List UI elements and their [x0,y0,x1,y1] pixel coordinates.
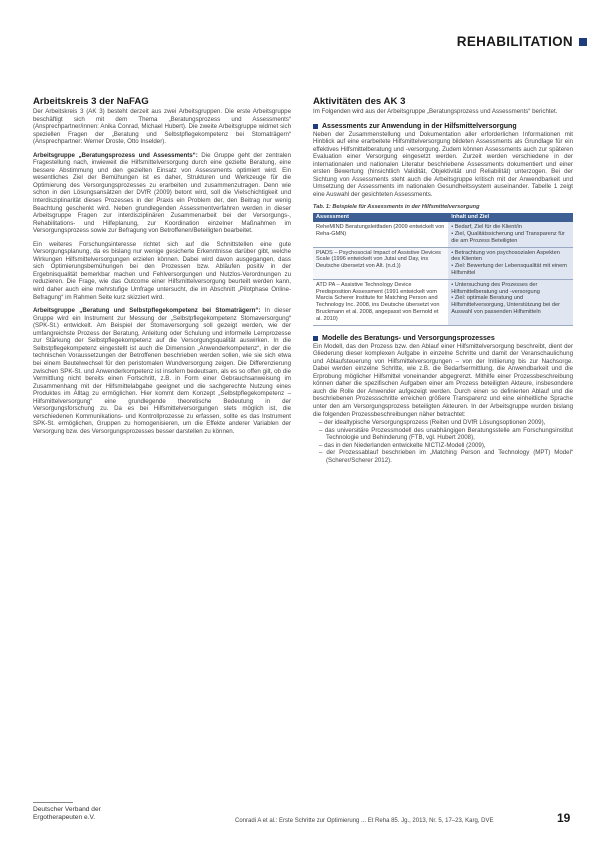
paragraph-3-lead: Arbeitsgruppe „Beratung und Selbstpflegekompetenz bei Stomaträgern“: [33,307,261,315]
left-heading: Arbeitskreis 3 der NaFAG [33,96,149,107]
right-heading: Aktivitäten des AK 3 [313,96,406,107]
left-paragraph-1 [33,152,291,235]
left-intro: Der Arbeitskreis 3 (AK 3) besteht derzeit aus zwei Arbeitsgruppen. Die erste Arbeitsgruppe beschäftigt sich mit dem Thema „Beratungsprozess und Assessments“ (Ansprechpartner/innen: Anika Conrad, Michael Hubert). Die zweite Arbeitsgruppe widmet sich speziellen Fragen der „Beratung und Selbstpflegekompetenz bei Stomaträgern“ (Ansprechpartner: Werner Droste, Otto Inselder). [33,108,291,146]
process-models-paragraph: Ein Modell, das den Prozess bzw. den Ablauf einer Hilfsmittelversorgung beschreibt, dient der Gliederung dieser komplexen Aufgabe in einzelne Schritte und damit der Veranschaulichung und Ablaufsteuerung von Hilfsmittelversorgungen – von der Initiierung bis zur Nachsorge. Dabei werden einzelne Schritte, wie z.B. die Bedarfsermittlung, die Anwendbarkeit und die Erprobung möglicher Hilfsmittel voneinander abgegrenzt. Mithilfe einer Prozessbeschreibung können daher die spezifischen Aufgaben einer am Prozess beteiligten Akteure, insbesondere auch die Rolle der Anwender aufgezeigt werden. Durch einen so definierten Ablauf und die beschriebenen Prozessschritte erreichen größere Transparenz und eine einheitliche Sprache unter den am Versorgungsprozess beteiligten Akteuren. In der Arbeitsgruppe wurden bislang die folgenden Prozessbeschreibungen näher betrachtet: [313,342,573,418]
list-item: – das in den Niederlanden entwickelte NICTIZ-Modell (2009), [319,442,573,450]
table-row [313,247,573,279]
page-header [457,34,587,49]
left-paragraph-3 [33,307,291,435]
footer-organization [33,806,101,822]
subheading-assessments-text: Assessments zur Anwendung in der Hilfsmittelversorgung [322,122,517,130]
paragraph-1-lead: Arbeitsgruppe „Beratungsprozess und Assessments“: [33,151,198,159]
table-cell-name: ReheMIND Beratungsleitfaden (2009 entwickelt von Reha-GMN) [313,222,448,247]
subheading-assessments [313,122,573,131]
table-header-row [313,213,573,222]
list-item: – der Prozessablauf beschrieben im „Matching Person and Technology (MPT) Model“ (Scherer/Scherer 2012). [319,449,573,464]
table-row [313,222,573,247]
assessment-table [313,213,573,325]
footer-org-line-1: Deutscher Verband der [33,806,101,813]
left-paragraph-2: Ein weiteres Forschungsinteresse richtet sich auf die Schnittstellen eine gute Versorgungsplanung, da es bislang nur wenige gesicherte Erkenntnisse darüber gibt, welche Wirkungen Hilfsmittelversorgungen erzielen können. Dabei wird davon ausgegangen, dass sich Optimierungsbemühungen bei den Prozessen bzw. Abläufen positiv in der Ergebnisqualität bemerkbar machen und Fehlversorgungen und Nutzlos-Verordnungen zu reduzieren. Die Frage, wie das Outcome einer Hilfsmittelversorgung beurteilt werden kann, wird daher auch eine mehrstufige Umfrage untersucht, die im Abschnitt „Pilotphase Online-Befragung“ im Rahmen Seite kurz skizziert wird. [33,240,291,301]
square-bullet-icon [313,336,318,341]
paragraph-3-body: In dieser Gruppe wird ein Instrument zur Messung der „Selbstpflegekompetenz Stomaversorgung“ (SPK-St.) entwickelt. Am Beispiel der Stomaversorgung soll gezeigt werden, wie der umfangreichste Prozess der Beratung, Anleitung oder Schulung und informelle Lernprozesse zur Stärkung der Selbstpflegekompetenz auf die Versorgungsqualität auswirken. In die Selbstpflegekompetenz eingestellt ist auch die Dimension „Anwenderkompetenz“, in der die technischen Voraussetzungen der Betroffenen beschrieben werden sollen, wie sie sich etwa bei einem Beutelwechsel für den peristomalen Wundversorgung zeigen. Die Differenzierung zwischen SPK-St. und Anwenderkompetenz ist insofern bedeutsam, als es so offen gilt, ob die Vermittlung nicht bereits einen Fortschritt, z.B. in Form einer Gebrauchsanweisung im Zusammenhang mit der Hilfsmittelabgabe geeignet und die sachgerechte Nutzung eines Produktes im Alltag zu ermöglichen. Hier kommt dem Konzept „Selbstpflegekompetenz – Hilfsmittelversorgung“ eine grundlegende theoretische Bedeutung in der Versorgungsforschung zu. Da es bei Hilfsmittelversorgungen stets möglich ist, die verschiedenen Kommunikations- und Kontrollprozesse zu erfassen, sollte es das Instrument SPK-St. ermöglichen, Gruppen zu homogenisieren, um die Effekte anderer Variablen der Versorgung bzw. des Versorgungsprozesses besser darstellen zu können. [33,307,291,435]
paragraph-1-body: Die Gruppe geht der zentralen Fragestellung nach, inwieweit die Hilfsmittelversorgung durch eine gezielte Beratung, eine bessere Abstimmung und den gezielten Einsatz von Assessments optimiert wird. Ein wesentliches Ziel der Bemühungen ist es daher, Strukturen und Werkzeuge für die Optimierung des Versorgungsprozesses zu erarbeiten und zusammenzutragen. Denn wie schon in den Lösungsansätzen der DVfR (2009) betont wird, soll die Vielschichtigkeit und Interdisziplinarität dieses Prozesses in der Praxis ein Problem der, den Beitrag nur wenig Beachtung geschenkt wird. Neben grundlegenden Assessmentverfahren werden in dieser Arbeitsgruppe Fragen zur interdisziplinären Zusammenarbeit bei der Versorgungs-, Rehabilitations- und Hilfeplanung, zur Koordination einzelner Maßnahmen im Versorgungsprozess sowie zur Befragung von Betroffenen/Beteiligten bearbeitet. [33,151,291,235]
footer-org-line-2: Ergotherapeuten e.V. [33,814,96,821]
list-item: • Ziel: optimale Beratung und Hilfsmittelversorgung, Unterstützung bei der Auswahl von passenden Hilfsmitteln [451,295,570,315]
table-header-assessment: Assessment [313,213,448,222]
table-row [313,279,573,325]
list-item: – der idealtypische Versorgungsprozess (Reiten und DVfR Lösungsoptionen 2009), [319,419,573,427]
assessments-paragraph: Neben der Zusammenstellung und Dokumentation aller erforderlichen Informationen mit Hinblick auf eine erarbeitete Hilfsmittelversorgung bildeten Assessments als Grundlage für ein effektives Hilfsmittelberatung und -versorgung. Zudem können Assessments auch zur späteren Evaluation einer Versorgung eingesetzt werden. Zurzeit werden verschiedene in der internationalen und nationalen Literatur beschriebene Assessments dokumentiert und einer ersten Bewertung (hinsichtlich Validität, Objektivität und Reliabilität) unterzogen. Bei der Sichtung von Assessments steht auch die Arbeitsgruppe kritisch mit der Anwendbarkeit und Umsetzung der Assessments im nationalen Gesundheitssystem auseinander. Tabelle 1 zeigt eine Auswahl der gesichteten Assessments. [313,130,573,198]
square-marker-icon [579,38,587,46]
list-item: – das universitäre Prozessmodell des unabhängigen Beratungsstelle am Forschungsinstitut Technologie und Behinderung (FTB, vgl. Hubert 2008), [319,427,573,442]
list-item: • Bedarf, Ziel für die Klient/in [451,224,570,231]
square-bullet-icon [313,124,318,129]
footer-citation: Conradi A et al.: Erste Schritte zur Optimierung ... Et Reha 85. Jg., 2013, Nr. 5, 17–23, Karg, DVE [235,818,494,824]
table-cell-name: ATD PA – Assistive Technology Device Predisposition Assessment (1991 entwickelt vom Marcia Scherer Institute for Matching Person and Technology Inc. 2008, ins Deutsche übersetzt von Bruckmann et al. 2008, angepasst von Bernold et al. 2010) [313,279,448,325]
process-models-list [319,419,573,464]
table-cell-content [448,247,573,279]
table-cell-content [448,222,573,247]
section-title: REHABILITATION [456,34,573,49]
list-item: • Untersuchung des Prozesses der Hilfsmittelberatung und -versorgung [451,282,570,296]
list-item: • Ziel, Qualitätssicherung und Transparenz für die am Prozess Beteiligten [451,231,570,245]
list-item: • Betrachtung von psychosozialen Aspekten des Klienten [451,250,570,264]
table-caption: Tab. 1: Beispiele für Assessments in der Hilfsmittelversorgung [313,204,480,211]
table-cell-name: PIADS – Psychosocial Impact of Assistive Devices Scale (1996 entwickelt von Jutai und Day, ins Deutsche übersetzt von Alt. (n.d.)) [313,247,448,279]
subheading-process-models-text: Modelle des Beratungs- und Versorgungsprozesses [322,334,495,342]
table-header-content: Inhalt und Ziel [448,213,573,222]
list-item: • Ziel: Bewertung der Lebensqualität mit einem Hilfsmittel [451,263,570,277]
right-column [313,96,573,464]
left-column [33,96,291,441]
right-intro: Im Folgenden wird aus der Arbeitsgruppe „Beratungsprozess und Assessments“ berichtet. [313,108,558,115]
subheading-process-models [313,334,573,343]
footer-rule [33,802,73,803]
page-number: 19 [557,811,571,825]
table-cell-content [448,279,573,325]
